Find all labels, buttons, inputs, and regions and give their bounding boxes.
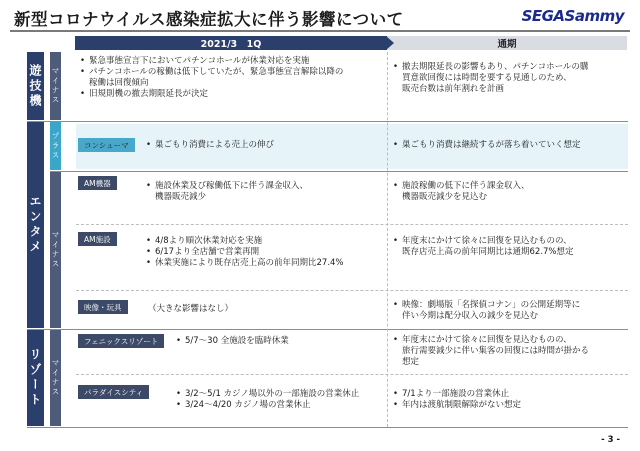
list-item-continued: 想定: [402, 357, 420, 367]
table-bottom-line: [27, 427, 628, 428]
subsegment-entame-plus: プラス: [50, 122, 61, 170]
list-item-continued: 機器販売減少を見込む: [402, 192, 488, 202]
list-item: • パチンコホールの稼働は低下していたが、緊急事態宣言解除以降の: [80, 67, 343, 78]
phoenix-fullyear-list: [393, 335, 589, 368]
page-number: - 3 -: [601, 435, 620, 445]
subsegment-yugiki-minus: マイナス: [50, 52, 61, 120]
row-divider-dashed: [76, 224, 628, 225]
eizo-quarter-note: （大きな影響はなし）: [148, 304, 234, 314]
list-item: • 3/24～4/20 カジノ場の営業休止: [176, 400, 359, 411]
list-item: • 休業実施により既存店売上高の前年同期比27.4%: [146, 258, 344, 269]
label-eizo-gangu: 映像・玩具: [78, 300, 128, 314]
consumer-quarter-list: [146, 140, 274, 151]
eizo-fullyear-list: [393, 300, 580, 322]
list-item: • 巣ごもり消費による売上の伸び: [146, 140, 274, 151]
list-item: • 撤去期限延長の影響もあり、パチンコホールの購: [393, 62, 588, 73]
am-kiki-fullyear-list: [393, 181, 530, 203]
list-item-continued: 機器販売減少: [155, 192, 207, 202]
label-am-shisetsu: AM施設: [78, 232, 117, 246]
list-item: • 3/2～5/1 カジノ場以外の一部施設の営業休止: [176, 389, 359, 400]
list-item: • 巣ごもり消費は継続するが落ち着いていく想定: [393, 140, 581, 151]
row-divider-dashed: [76, 374, 628, 375]
label-paradise-city: パラダイスシティ: [78, 385, 149, 399]
am-shisetsu-quarter-list: [146, 236, 344, 269]
column-header-quarter: 2021/3 1Q: [75, 36, 387, 50]
list-item: • 5/7～30 全施設を臨時休業: [176, 336, 289, 347]
list-item: • 年度末にかけて徐々に回復を見込むものの、: [393, 335, 589, 346]
yugiki-quarter-list: [80, 56, 343, 100]
paradise-fullyear-list: [393, 389, 521, 411]
list-item: • 7/1より一部施設の営業休止: [393, 389, 521, 400]
segment-yugiki: 遊技機: [27, 52, 44, 120]
list-item: • 緊急事態宣言下においてパチンコホールが休業対応を実施: [80, 56, 343, 67]
label-consumer: コンシューマ: [78, 138, 135, 152]
company-logo: SEGASammy: [521, 7, 624, 25]
paradise-quarter-list: [176, 389, 359, 411]
am-kiki-quarter-list: [146, 181, 308, 203]
am-shisetsu-fullyear-list: [393, 236, 574, 258]
list-item: • 6/17より全店舗で営業再開: [146, 247, 344, 258]
list-item: • 施設休業及び稼働低下に伴う課金収入、: [146, 181, 308, 192]
yugiki-fullyear-list: [393, 62, 588, 95]
segment-entame: エンタメ: [27, 122, 44, 328]
column-header-fullyear: [387, 36, 627, 50]
phoenix-quarter-list: [176, 336, 289, 347]
list-item-continued: 伴い今期は配分収入の減少を見込む: [402, 311, 539, 321]
label-phoenix-resort: フェニックスリゾート: [78, 334, 164, 348]
list-item: • 施設稼働の低下に伴う課金収入、: [393, 181, 530, 192]
column-divider: [387, 52, 388, 427]
list-item: • 4/8より順次休業対応を実施: [146, 236, 344, 247]
subsegment-resort-minus: マイナス: [50, 330, 61, 426]
list-item-continued: 買意欲回復には時間を要する見通しのため、: [402, 73, 572, 83]
page-title: 新型コロナウイルス感染症拡大に伴う影響について: [14, 10, 404, 29]
row-divider: [27, 121, 628, 122]
label-am-kiki: AM機器: [78, 176, 117, 190]
list-item: • 旧規則機の撤去期限延長が決定: [80, 89, 343, 100]
list-item-continued: 稼働は回復傾向: [89, 78, 149, 88]
row-divider: [50, 171, 628, 172]
list-item: • 年内は渡航制限解除がない想定: [393, 400, 521, 411]
row-divider-dashed: [76, 290, 628, 291]
row-divider: [27, 329, 628, 330]
consumer-fullyear-list: [393, 140, 581, 151]
column-header-fullyear-label: 通期: [497, 39, 517, 50]
subsegment-entame-minus: マイナス: [50, 172, 61, 328]
list-item: • 年度末にかけて徐々に回復を見込むものの、: [393, 236, 574, 247]
list-item-continued: 販売台数は前年割れを計画: [402, 84, 505, 94]
segment-resort: リゾート: [27, 330, 44, 426]
title-divider: [10, 30, 630, 32]
list-item-continued: 既存店売上高の前年同期比は通期62.7%想定: [402, 247, 574, 257]
list-item-continued: 旅行需要減少に伴い集客の回復には時間が掛かる: [402, 346, 590, 356]
list-item: • 映像：劇場版「名探偵コナン」の公開延期等に: [393, 300, 580, 311]
